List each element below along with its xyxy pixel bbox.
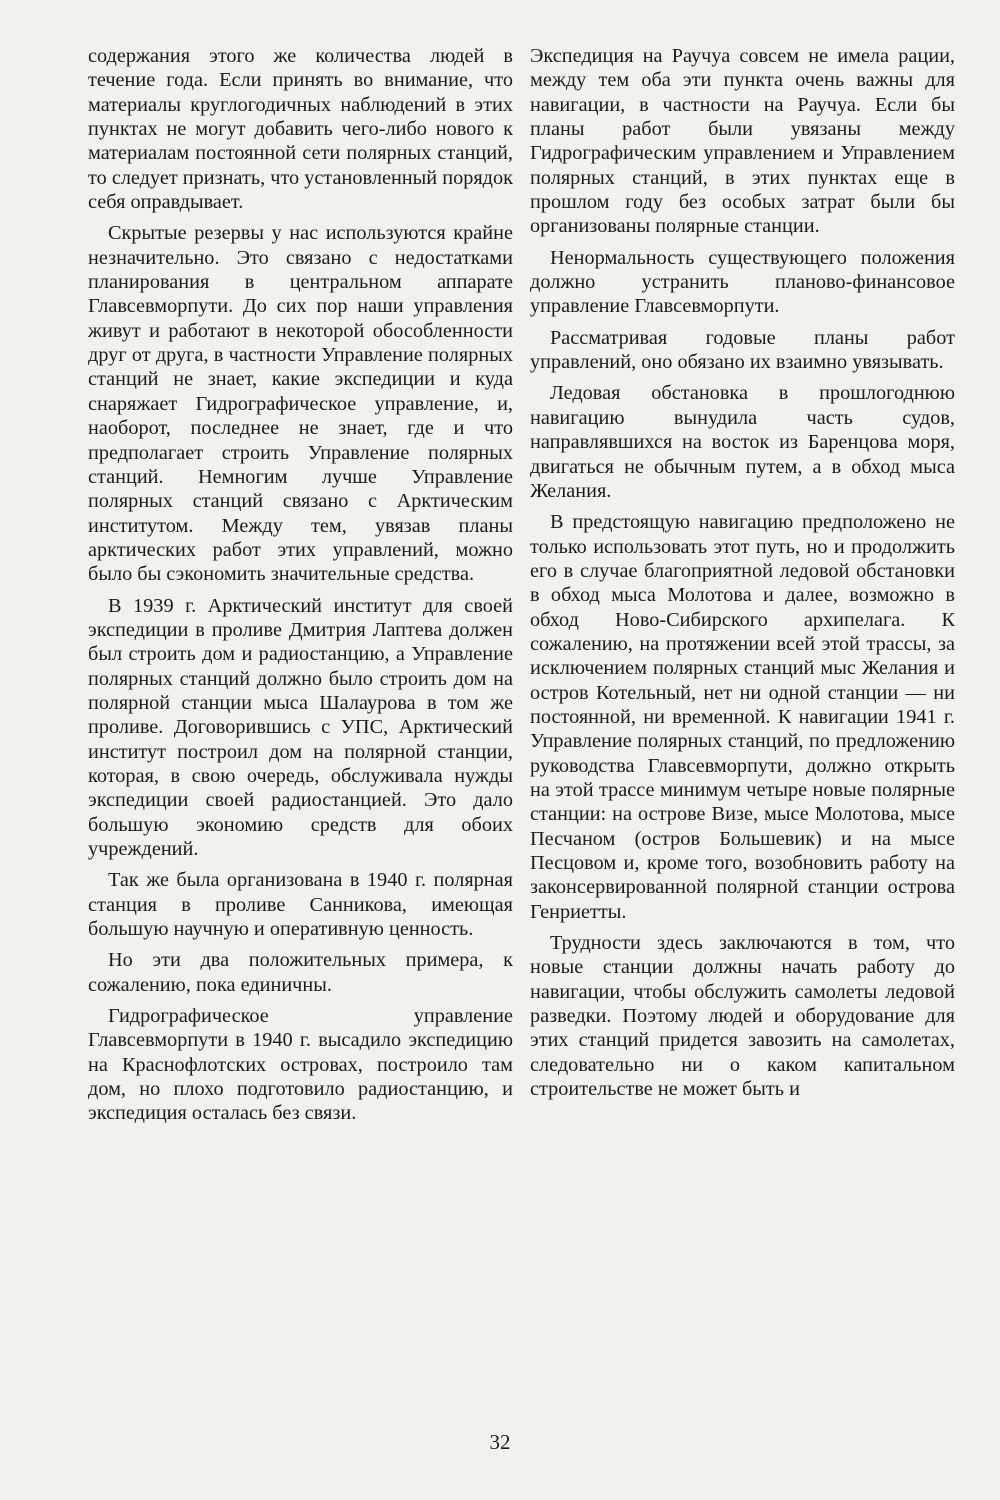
right-column — [530, 44, 955, 1108]
left-column — [88, 44, 513, 1133]
paragraph: В предстоящую навигацию предположено не только использовать этот путь, но и продолжить его в случае благоприятной ледовой обстановки в обход мыса Молотова и далее, возможно в обход Ново-Сибирского архипелага. К сожалению, на протяжении всей этой трассы, за исключением полярных станций мыс Желания и остров Котельный, нет ни одной станции — ни постоянной, ни временной. К навигации 1941 г. Управление полярных станций, по предложению руководства Главсевморпути, должно открыть на этой трассе минимум четыре новые полярные станции: на острове Визе, мысе Молотова, мысе Песчаном (остров Большевик) и на мысе Песцовом и, кроме того, возобновить работу на законсервированной полярной станции острова Генриетты. — [530, 511, 955, 923]
paragraph: Рассматривая годовые планы работ управлений, оно обязано их взаимно увязывать. — [530, 326, 955, 374]
paragraph: Ледовая обстановка в прошлогоднюю навигацию вынудила часть судов, направлявшихся на восток из Баренцова моря, двигаться не обычным путем, а в обход мыса Желания. — [530, 382, 955, 502]
paragraph: Так же была организована в 1940 г. полярная станция в проливе Санникова, имеющая большую научную и оперативную ценность. — [88, 869, 513, 941]
page-number: 32 — [489, 1430, 511, 1454]
paragraph: Скрытые резервы у нас используются крайне незначительно. Это связано с недостатками планирования в центральном аппарате Главсевморпути. До сих пор наши управления живут и работают в некоторой обособленности друг от друга, в частности Управление полярных станций не знает, какие экспедиции и куда снаряжает Гидрографическое управление, и, наоборот, последнее не знает, где и что предполагает строить Управление полярных станций. Немногим лучше Управление полярных станций связано с Арктическим институтом. Между тем, увязав планы арктических работ этих управлений, можно было бы сэкономить значительные средства. — [88, 222, 513, 586]
paragraph: Трудности здесь заключаются в том, что новые станции должны начать работу до навигации, чтобы обслужить самолеты ледовой разведки. Поэтому людей и оборудование для этих станций придется завозить на самолетах, следовательно ни о каком капитальном строительстве не может быть и — [530, 932, 955, 1101]
paragraph: В 1939 г. Арктический институт для своей экспедиции в проливе Дмитрия Лаптева должен был строить дом и радиостанцию, а Управление полярных станций должно было строить дом на полярной станции мыса Шалаурова в том же проливе. Договорившись с УПС, Арктический институт построил дом на полярной станции, которая, в свою очередь, обслуживала нужды экспедиции своей радиостанцией. Это дало большую экономию средств для обоих учреждений. — [88, 594, 513, 860]
paragraph: Экспедиция на Раучуа совсем не имела рации, между тем оба эти пункта очень важны для навигации, в частности на Раучуа. Если бы планы работ были увязаны между Гидрографическим управлением и Управлением полярных станций, в этих пунктах еще в прошлом году без особых затрат были бы организованы полярные станции. — [530, 45, 955, 238]
paragraph: Но эти два положительных примера, к сожалению, пока единичны. — [88, 949, 513, 996]
paragraph: содержания этого же количества людей в течение года. Если принять во внимание, что материалы круглогодичных наблюдений в этих пунктах не могут добавить чего-либо нового к материалам постоянной сети полярных станций, то следует признать, что установленный порядок себя оправдывает. — [88, 45, 513, 214]
paragraph: Гидрографическое управление Главсевморпути в 1940 г. высадило экспедицию на Краснофлотских островах, построило там дом, но плохо подготовило радиостанцию, и экспедиция осталась без связи. — [88, 1005, 513, 1125]
paragraph: Ненормальность существующего положения должно устранить планово-финансовое управление Главсевморпути. — [530, 246, 955, 318]
